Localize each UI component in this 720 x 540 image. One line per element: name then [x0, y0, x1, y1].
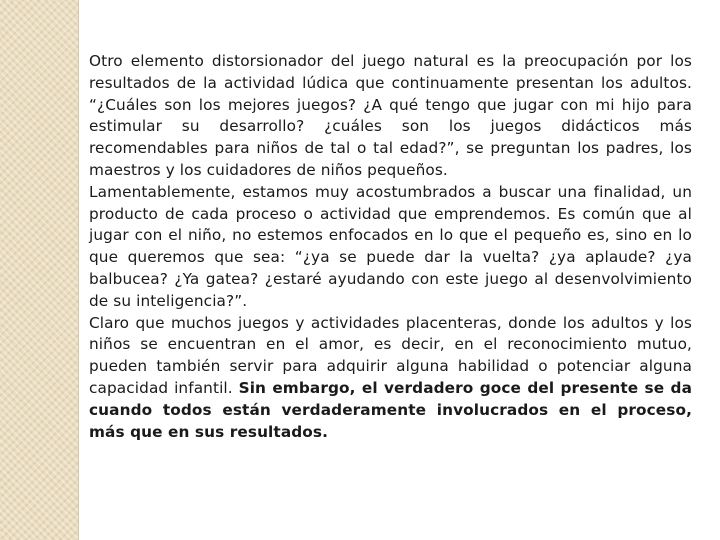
paragraph-2: Lamentablemente, estamos muy acostumbrados a buscar una finalidad, un producto de cada proceso o actividad que emprendemos. Es común que al jugar con el niño, no estemos enfocados en lo que el pequeño es, sino en lo que queremos que sea: “¿ya se puede dar la vuelta? ¿ya aplaude? ¿ya balbucea? ¿Ya gatea? ¿estaré ayudando con este juego al desenvolvimiento de su inteligencia?”. — [89, 182, 692, 310]
paragraph-3-bold: Sin embargo, el verdadero goce del presente se da cuando todos están verdaderamente involucrados en el proceso, más que en sus resultados. — [89, 378, 692, 441]
decorative-side-band — [0, 0, 78, 540]
paragraph-1: Otro elemento distorsionador del juego natural es la preocupación por los resultados de la actividad lúdica que continuamente presentan los adultos. “¿Cuáles son los mejores juegos? ¿A qué tengo que jugar con mi hijo para estimular su desarrollo? ¿cuáles son los juegos didácticos más recomendables para niños de tal o tal edad?”, se preguntan los padres, los maestros y los cuidadores de niños pequeños. — [89, 52, 692, 179]
side-divider — [78, 0, 79, 540]
text-body — [89, 51, 692, 443]
paragraph-3-regular: Claro que muchos juegos y actividades placenteras, donde los adultos y los niños se encuentran en el amor, es decir, en el reconocimiento mutuo, pueden también servir para adquirir alguna habilidad o potenciar alguna capacidad infantil. — [89, 313, 692, 397]
paragraph-3 — [89, 313, 692, 444]
